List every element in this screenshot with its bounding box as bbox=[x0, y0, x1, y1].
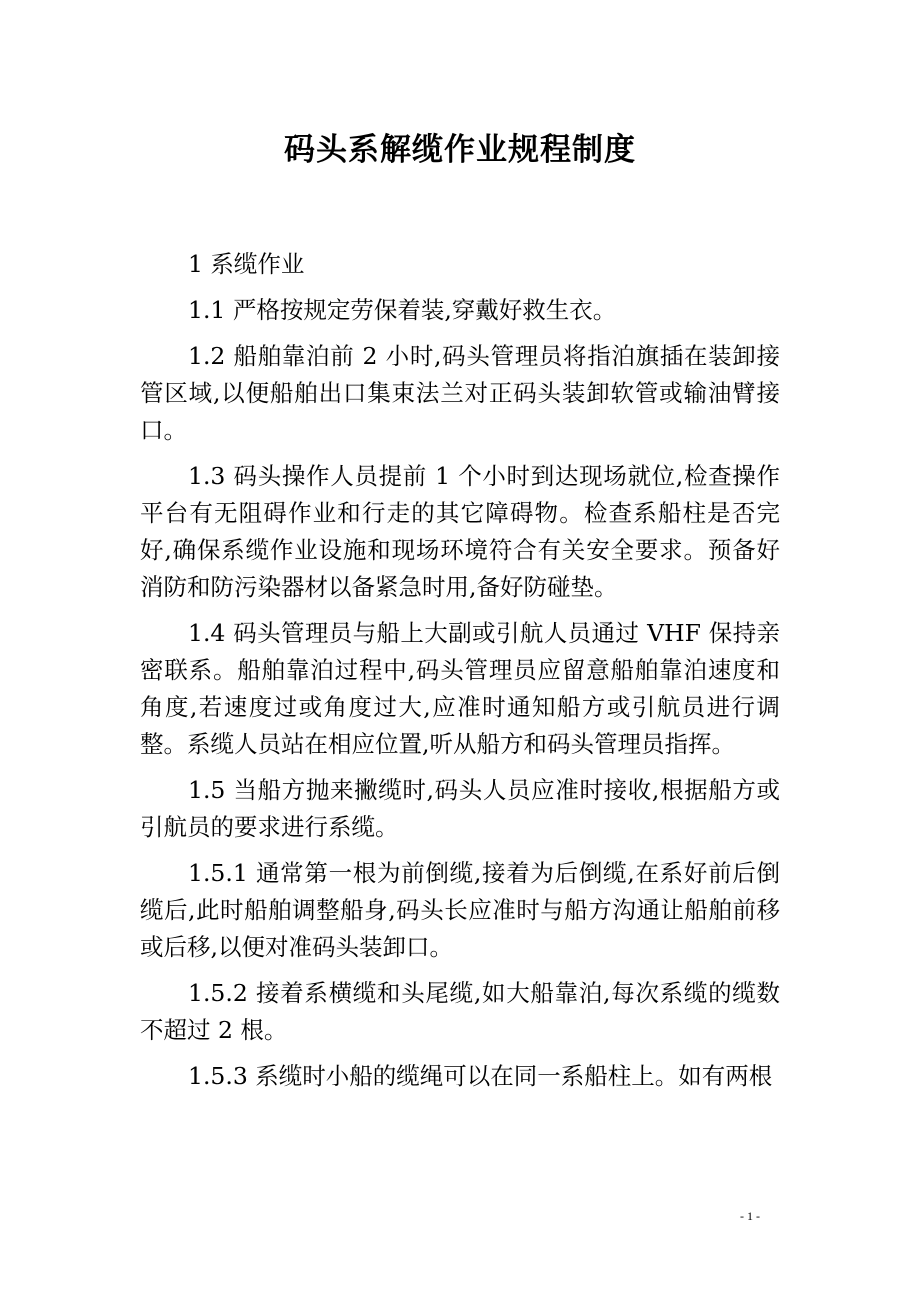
heading-1: 1 系缆作业 bbox=[188, 250, 305, 278]
paragraph-1-5: 1.5 当船方抛来撇缆时,码头人员应准时接收,根据船方或引航员的要求进行系缆。 bbox=[140, 776, 780, 841]
document-title: 码头系解缆作业规程制度 bbox=[284, 132, 636, 168]
document-body bbox=[140, 246, 780, 1104]
page-number: - 1 - bbox=[740, 1209, 760, 1223]
paragraph-1-5-2: 1.5.2 接着系横缆和头尾缆,如大船靠泊,每次系缆的缆数不超过 2 根。 bbox=[140, 979, 780, 1044]
paragraph-1-2: 1.2 船舶靠泊前 2 小时,码头管理员将指泊旗插在装卸接管区域,以便船舶出口集束法兰对正码头装卸软管或输油臂接口。 bbox=[140, 342, 780, 444]
paragraph-1-3: 1.3 码头操作人员提前 1 个小时到达现场就位,检查操作平台有无阻碍作业和行走的其它障碍物。检查系船柱是否完好,确保系缆作业设施和现场环境符合有关安全要求。预备好消防和防污染器材以备紧急时用,备好防碰垫。 bbox=[140, 462, 780, 601]
paragraph-1-4: 1.4 码头管理员与船上大副或引航人员通过 VHF 保持亲密联系。船舶靠泊过程中,码头管理员应留意船舶靠泊速度和角度,若速度过或角度过大,应准时通知船方或引航员进行调整。系缆人员站在相应位置,听从船方和码头管理员指挥。 bbox=[140, 619, 780, 758]
paragraph-1-5-1: 1.5.1 通常第一根为前倒缆,接着为后倒缆,在系好前后倒缆后,此时船舶调整船身,码头长应准时与船方沟通让船舶前移或后移,以便对准码头装卸口。 bbox=[140, 859, 780, 961]
paragraph-1-1: 1.1 严格按规定劳保着装,穿戴好救生衣。 bbox=[188, 296, 617, 324]
paragraph-1-5-3: 1.5.3 系缆时小船的缆绳可以在同一系船柱上。如有两根 bbox=[188, 1062, 773, 1090]
